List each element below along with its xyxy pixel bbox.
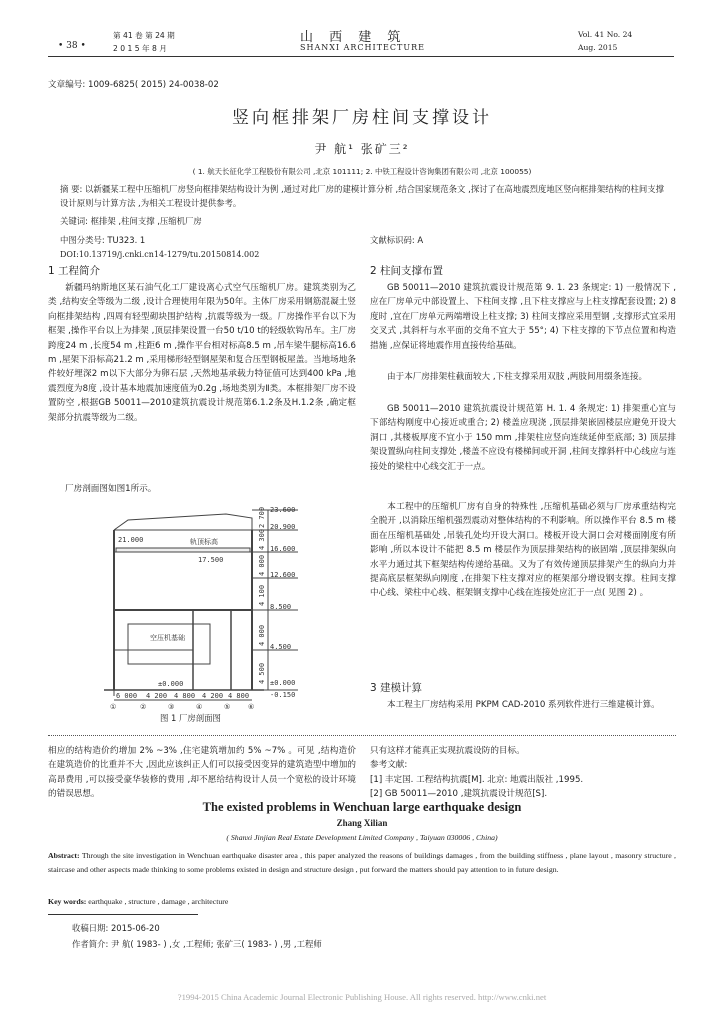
section3-para1	[370, 698, 676, 712]
span-dim: 4 200	[202, 692, 224, 700]
elevation-label: 16.600	[270, 545, 296, 553]
clc-number: 中图分类号: TU323. 1	[60, 235, 146, 245]
height-dim: 4 100	[258, 584, 266, 606]
height-dim: 4 500	[258, 662, 266, 684]
note-compressor: 空压机基础	[150, 634, 185, 642]
journal-title-en: SHANXI ARCHITECTURE	[300, 43, 425, 52]
section2-para1-text: GB 50011—2010 建筑抗震设计规范第 9. 1. 23 条规定: 1) 一般情况下 ,应在厂房单元中部设置上、下柱间支撑 ,且下柱支撑应与上柱支撑配套设置; 2) 8 度时 ,宜在厂房单元两端增设上柱支撑; 3) 柱间支撑应采用型钢 ,支撑形式宜采用交叉式 ,其斜杆与水平面的交角不宜大于 55°; 4) 下柱支撑的下节点位置和构造措施 ,应保证将地震作用直接传给基础。	[370, 283, 676, 351]
english-abstract	[48, 849, 676, 876]
english-keywords	[48, 897, 228, 906]
keywords	[60, 215, 202, 227]
section1-para1-text: 新疆玛纳斯地区某石油气化工厂建设离心式空气压缩机厂房。建筑类别为乙类 ,结构安全等级为二级 ,设计合理使用年限为50年。主体厂房采用钢筋混凝土竖向框排架结构 ,四周有轻型砌块围护结构 ,抗震等级为一级。厂房操作平台以下为框架 ,操作平台以上为排架 ,顶层排架设置一台50 t/10 t的轻级软钩吊车。主厂房跨度24 m ,长度54 m ,柱距6 m ,操作平台相对标高8.5 m ,吊车梁牛腿标高16.6 m ,屋架下沿标高21.2 m ,采用梯形轻型钢屋架和复合压型钢板屋盖。当地场地条件较好埋深2 m以下大部分为卵石层 ,天然地基承载力特征值可达到400 kPa ,地震烈度为8度 ,设计基本地震加速度值为0.2g ,场地类别为Ⅱ类。本框排架厂房不设置防空 ,根据GB 50011—2010建筑抗震设计规范第6.1.2条及H.1.2条 ,确定框架部分抗震等级为二级。	[48, 283, 356, 423]
document-code: 文献标识码: A	[370, 235, 424, 245]
section2-para2-text: 由于本厂房排架柱截面较大 ,下柱支撑采用双肢 ,两肢间用缀条连接。	[387, 372, 648, 382]
english-keywords-text: earthquake , structure , damage , architecture	[88, 897, 229, 906]
height-dim: 4 300	[258, 528, 266, 550]
elevation-label: 4.500	[270, 643, 292, 651]
journal-title-cn: 山 西 建 筑	[300, 30, 407, 45]
span-dim: 4 200	[146, 692, 168, 700]
page-number: • 38 •	[58, 41, 86, 51]
axis-label: ①	[110, 703, 117, 710]
prev-article-closing: 只有这样才能真正实现抗震设防的目标。	[370, 746, 525, 756]
section2-para4	[370, 500, 676, 601]
running-header	[0, 0, 724, 60]
abstract-label: 摘 要:	[60, 184, 83, 194]
figure-1-caption: 图 1 厂房剖面图	[160, 713, 221, 723]
section1-para1	[48, 281, 356, 425]
abstract	[60, 182, 664, 210]
section2-heading: 2 柱间支撑布置	[370, 265, 444, 277]
elevation-label: -0.150	[270, 691, 296, 699]
article-separator	[48, 735, 676, 736]
elevation-label: 20.900	[270, 523, 296, 531]
axis-label: ⑤	[224, 703, 231, 710]
references-heading: 参考文献:	[370, 760, 408, 771]
section2-para4-text: 本工程中的压缩机厂房有自身的特殊性 ,压缩机基础必须与厂房承重结构完全脱开 ,以消除压缩机强烈震动对整体结构的不利影响。所以操作平台 8.5 m 楼面在压缩机基础处 ,吊装孔处均开设大洞口。楼板开设大洞口会对楼面刚度有所影响 ,所以本设计不能把 8.5 m 楼层作为顶层排架结构的嵌固端 ,顶层排架纵向水平力通过其下框架结构传递给基础。又为了有效传递顶层排架产生的纵向力并提高底层框架纵向刚度 ,在排架下柱支撑对应的框架部分增设钢支撑。柱间支撑中心线、梁柱中心线、框架钢支撑中心线在连接处应汇于一点( 见图 2) 。	[370, 502, 676, 599]
section1-para2-text: 厂房剖面图如图1所示。	[65, 484, 157, 494]
article-number: 文章编号: 1009-6825( 2015) 24-0038-02	[48, 80, 219, 90]
elevation-label: 8.500	[270, 603, 292, 611]
date-en: Aug. 2015	[578, 43, 618, 52]
elevation-label: 12.600	[270, 571, 296, 579]
section2-para1	[370, 281, 676, 353]
elevation-label: 23.600	[270, 506, 296, 514]
elevation-label: ±0.000	[270, 679, 296, 687]
compressor-foundation	[128, 624, 210, 664]
section2-para3-text: GB 50011—2010 建筑抗震设计规范第 H. 1. 4 条规定: 1) 排架重心宜与下部结构刚度中心接近或重合; 2) 楼盖应现浇 ,顶层排架嵌固楼层应避免开设大洞口 ,其楼板厚度不宜小于 150 mm ,排架柱应竖向连续延伸至底部; 3) 顶层排架设置纵向柱间支撑处 ,楼盖不应设有楼梯间或开洞 ,柱间支撑斜杆中心线应与连接处的梁柱中心线交汇于一点。	[370, 404, 676, 472]
keywords-text: 框排架 ,柱间支撑 ,压缩机厂房	[90, 216, 202, 226]
section1-heading: 1 工程简介	[48, 265, 101, 277]
volume-cn: 第 41 卷 第 24 期	[113, 31, 175, 40]
section1-para2	[48, 482, 356, 496]
english-keywords-label: Key words:	[48, 897, 87, 906]
author-bio: 作者简介: 尹 航( 1983- ) ,女 ,工程师; 张矿三( 1983- ) ,男 ,工程师	[72, 939, 322, 949]
axis-label: ④	[196, 703, 203, 710]
affiliations: ( 1. 航天长征化学工程股份有限公司 ,北京 101111; 2. 中铁工程设计咨询集团有限公司 ,北京 100055)	[192, 167, 532, 176]
note-ground: ±0.000	[158, 680, 184, 688]
reference-item: [1] 丰定国. 工程结构抗震[M]. 北京: 地震出版社 ,1995.	[370, 774, 584, 785]
height-dim: 2 700	[258, 506, 266, 528]
paper-title: 竖向框排架厂房柱间支撑设计	[232, 108, 492, 128]
english-affiliation: ( Shanxi Jinjian Real Estate Development Limited Company , Taiyuan 030006 , China)	[226, 833, 498, 842]
section3-heading: 3 建模计算	[370, 682, 423, 694]
height-dim: 4 000	[258, 554, 266, 576]
received-date: 收稿日期: 2015-06-20	[72, 923, 160, 933]
axis-label: ⑥	[248, 703, 255, 710]
note-crane-rail: 轨顶标高	[190, 538, 218, 546]
header-rule	[48, 56, 674, 57]
axis-label: ②	[140, 703, 147, 710]
section2-para3	[370, 402, 676, 474]
note-crane-elevation: 17.500	[198, 556, 224, 564]
span-dim: 6 000	[116, 692, 138, 700]
doi: DOI:10.13719/j.cnki.cn14-1279/tu.20150814.002	[60, 250, 260, 259]
reference-item: [2] GB 50011—2010 ,建筑抗震设计规范[S].	[370, 789, 548, 800]
note-left-elevation: 21.000	[118, 536, 144, 544]
english-title: The existed problems in Wenchuan large earthquake design	[202, 800, 522, 814]
roof-truss	[114, 514, 252, 530]
english-author: Zhang Xilian	[336, 818, 388, 828]
figure-1-section-drawing	[98, 500, 338, 710]
prev-article-right	[370, 744, 676, 802]
section2-para2	[370, 370, 676, 384]
copyright-watermark: ?1994-2015 China Academic Journal Electronic Publishing House. All rights reserved. http://www.cnki.net	[177, 992, 547, 1002]
english-abstract-label: Abstract:	[48, 851, 80, 860]
abstract-text: 以新疆某工程中压缩机厂房竖向框排架结构设计为例 ,通过对此厂房的建模计算分析 ,结合国家规范条文 ,探讨了在高地震烈度地区竖向框排架结构的柱间支撑设计原则与计算方法 ,为相关工程设计提供参考。	[60, 184, 665, 208]
keywords-label: 关键词:	[60, 216, 88, 226]
span-dim: 4 800	[174, 692, 196, 700]
span-dim: 4 800	[228, 692, 250, 700]
section3-para1-text: 本工程主厂房结构采用 PKPM CAD-2010 系列软件进行三维建模计算。	[387, 700, 660, 710]
paper-authors: 尹 航¹ 张矿三²	[314, 142, 410, 156]
footnote-rule	[48, 914, 198, 915]
english-abstract-text: Through the site investigation in Wenchuan earthquake disaster area , this paper analyzed the reasons of buildings damages , from the building stiffness , plane layout , masonry structure , staircase and other aspects made thinking to some problems existed in design and structure design , put forward the matters should pay attention to in future design.	[48, 851, 676, 874]
volume-en: Vol. 41 No. 24	[578, 30, 633, 39]
height-dim: 4 000	[258, 624, 266, 646]
axis-label: ③	[168, 703, 175, 710]
prev-article-text: 相应的结构造价约增加 2% ~3% ,住宅建筑增加约 5% ~7% 。可见 ,结构造价在建筑造价的比重并不大 ,因此应该纠正人们可以接受因变异的建筑造型中增加的高昂费用 ,可以接受豪华装修的费用 ,却不愿给结构设计人员一个宽松的设计环境的错误思想。	[48, 746, 356, 800]
date-cn: 2 0 1 5 年 8 月	[113, 44, 167, 53]
